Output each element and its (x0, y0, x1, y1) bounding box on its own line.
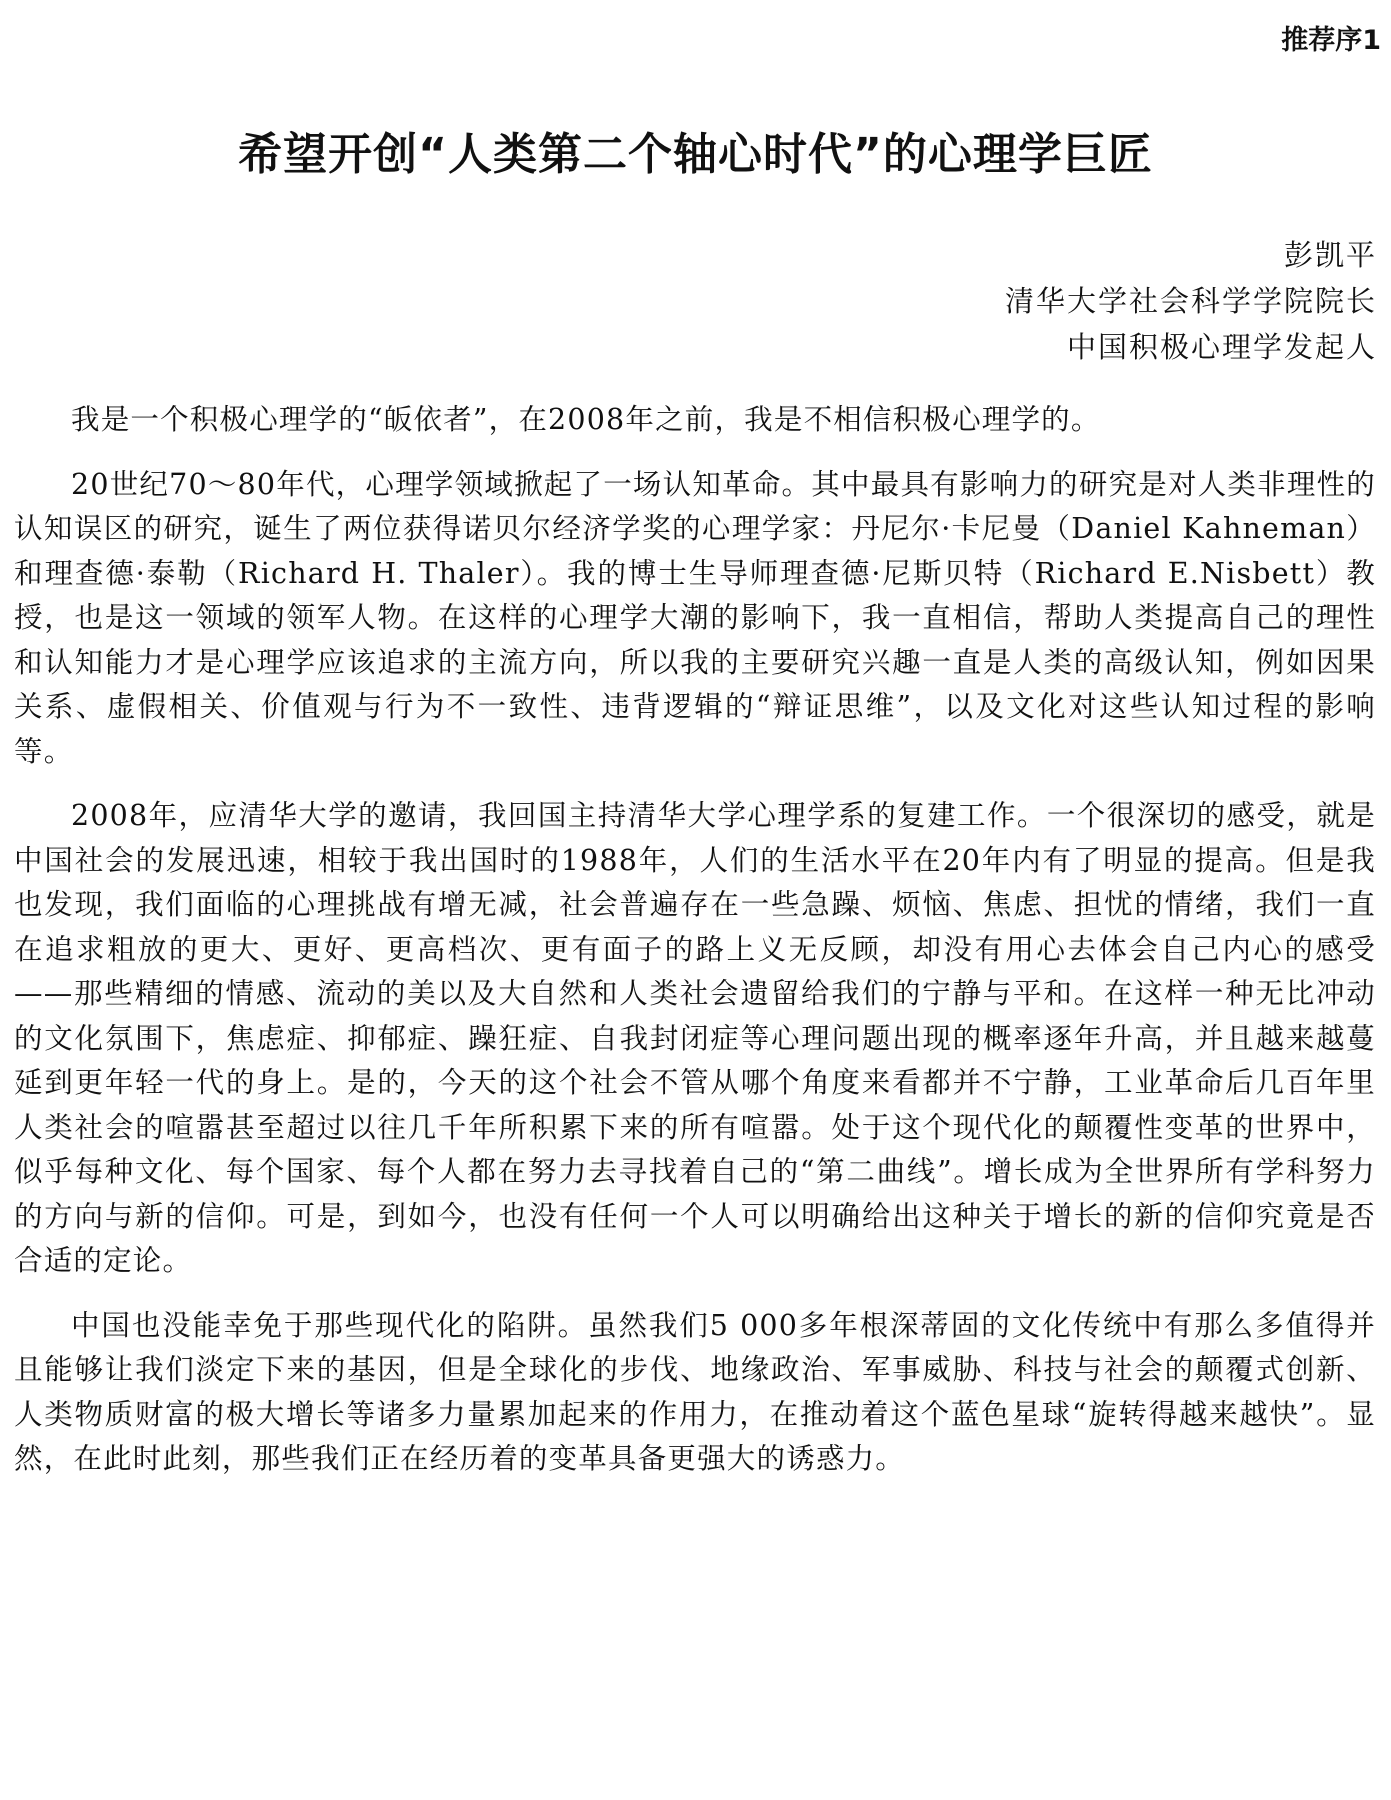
author-affiliation: 中国积极心理学发起人 (1066, 330, 1377, 364)
paragraph: 2008年，应清华大学的邀请，我回国主持清华大学心理学系的复建工作。一个很深切的感受，就是中国社会的发展迅速，相较于我出国时的1988年，人们的生活水平在20年内有了明显的提高。但是我也发现，我们面临的心理挑战有增无减，社会普遍存在一些急躁、烦恼、焦虑、担忧的情绪，我们一直在追求粗放的更大、更好、更高档次、更有面子的路上义无反顾，却没有用心去体会自己内心的感受——那些精细的情感、流动的美以及大自然和人类社会遗留给我们的宁静与平和。在这样一种无比冲动的文化氛围下，焦虑症、抑郁症、躁狂症、自我封闭症等心理问题出现的概率逐年升高，并且越来越蔓延到更年轻一代的身上。是的，今天的这个社会不管从哪个角度来看都并不宁静，工业革命后几百年里人类社会的喧嚣甚至超过以往几千年所积累下来的所有喧嚣。处于这个现代化的颠覆性变革的世界中，似乎每种文化、每个国家、每个人都在努力去寻找着自己的“第二曲线”。增长成为全世界所有学科努力的方向与新的信仰。可是，到如今，也没有任何一个人可以明确给出这种关于增长的新的信仰究竟是否合适的定论。 (14, 799, 1376, 1277)
byline (1005, 232, 1377, 370)
paragraph: 中国也没能幸免于那些现代化的陷阱。虽然我们5 000多年根深蒂固的文化传统中有那么多值得并且能够让我们淡定下来的基因，但是全球化的步伐、地缘政治、军事威胁、科技与社会的颠覆式创新、人类物质财富的极大增长等诸多力量累加起来的作用力，在推动着这个蓝色星球“旋转得越来越快”。显然，在此时此刻，那些我们正在经历着的变革具备更强大的诱惑力。 (14, 1308, 1376, 1475)
paragraph: 20世纪70～80年代，心理学领域掀起了一场认知革命。其中最具有影响力的研究是对人类非理性的认知误区的研究，诞生了两位获得诺贝尔经济学奖的心理学家：丹尼尔·卡尼曼（Daniel Kahneman）和理查德·泰勒（Richard H. Thaler）。我的博士生导师理查德·尼斯贝特（Richard E.Nisbett）教授，也是这一领域的领军人物。在这样的心理学大潮的影响下，我一直相信，帮助人类提高自己的理性和认知能力才是心理学应该追求的主流方向，所以我的主要研究兴趣一直是人类的高级认知，例如因果关系、虚假相关、价值观与行为不一致性、违背逻辑的“辩证思维”，以及文化对这些认知过程的影响等。 (14, 467, 1376, 768)
paragraph: 我是一个积极心理学的“皈依者”，在2008年之前，我是不相信积极心理学的。 (71, 403, 1101, 436)
body-text (14, 398, 1376, 1502)
section-label: 推荐序1 (1281, 25, 1381, 56)
author-affiliation: 清华大学社会科学学院院长 (1004, 284, 1377, 318)
page-title: 希望开创“人类第二个轴心时代”的心理学巨匠 (238, 129, 1153, 180)
author-name: 彭凯平 (1283, 238, 1377, 272)
